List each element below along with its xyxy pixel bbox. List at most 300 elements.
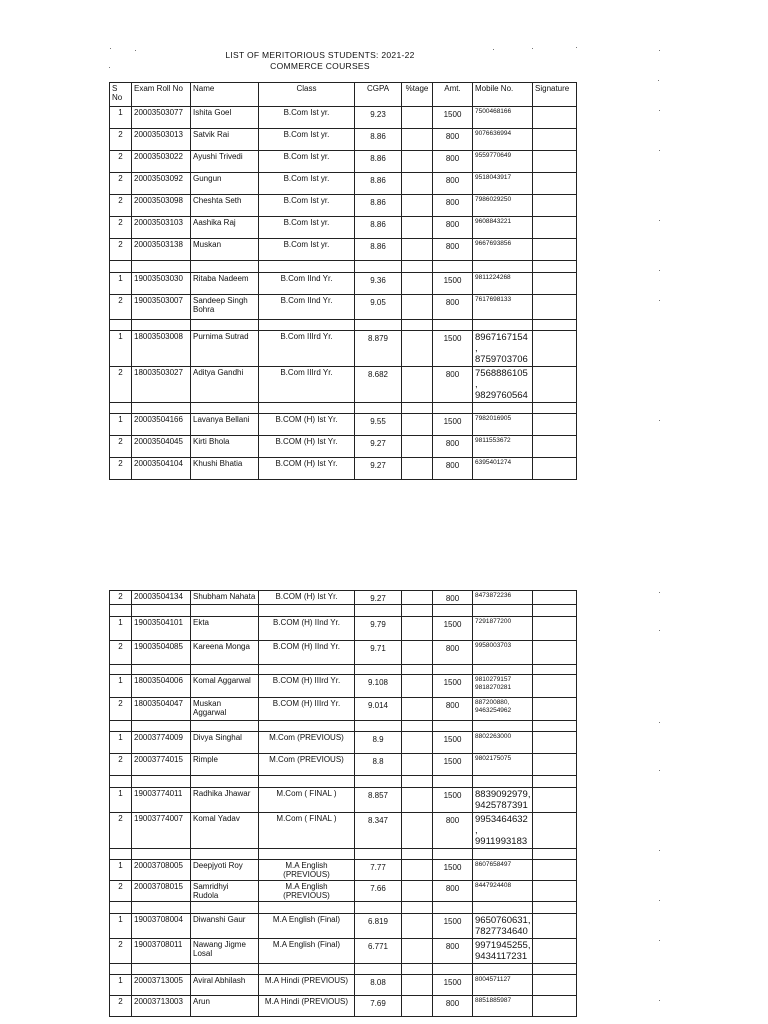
cgpa-cell: 8.86 bbox=[355, 195, 402, 217]
class-cell: M.A English (Final) bbox=[259, 939, 355, 964]
column-header: CGPA bbox=[355, 83, 402, 107]
amount-cell: 800 bbox=[433, 813, 473, 849]
amount-cell: 1500 bbox=[433, 273, 473, 295]
serial-number-cell: 1 bbox=[110, 788, 132, 813]
empty-cell bbox=[355, 665, 402, 675]
class-cell: B.COM (H) IInd Yr. bbox=[259, 641, 355, 665]
empty-cell bbox=[402, 964, 433, 975]
empty-cell bbox=[355, 721, 402, 732]
empty-cell bbox=[110, 665, 132, 675]
blank-separator-row bbox=[110, 605, 577, 617]
exam-roll-cell: 20003503077 bbox=[132, 107, 191, 129]
class-cell: B.Com Ist yr. bbox=[259, 107, 355, 129]
signature-cell bbox=[533, 813, 577, 849]
table-row bbox=[110, 107, 577, 129]
class-cell: M.A English (Final) bbox=[259, 914, 355, 939]
cgpa-cell: 7.77 bbox=[355, 860, 402, 881]
amount-cell: 800 bbox=[433, 698, 473, 721]
cgpa-cell: 8.86 bbox=[355, 173, 402, 195]
empty-cell bbox=[533, 665, 577, 675]
class-cell: B.Com IIIrd Yr. bbox=[259, 331, 355, 367]
class-cell: B.Com Ist yr. bbox=[259, 239, 355, 261]
class-cell: B.Com Ist yr. bbox=[259, 173, 355, 195]
exam-roll-cell: 19003774007 bbox=[132, 813, 191, 849]
amount-cell: 1500 bbox=[433, 331, 473, 367]
serial-number-cell: 2 bbox=[110, 367, 132, 403]
exam-roll-cell: 19003504101 bbox=[132, 617, 191, 641]
serial-number-cell: 2 bbox=[110, 591, 132, 605]
empty-cell bbox=[402, 261, 433, 273]
table-row bbox=[110, 239, 577, 261]
amount-cell: 800 bbox=[433, 641, 473, 665]
empty-cell bbox=[433, 776, 473, 788]
column-header: Class bbox=[259, 83, 355, 107]
table-row bbox=[110, 295, 577, 320]
serial-number-cell: 2 bbox=[110, 239, 132, 261]
serial-number-cell: 2 bbox=[110, 754, 132, 776]
cgpa-cell: 9.79 bbox=[355, 617, 402, 641]
empty-cell bbox=[259, 964, 355, 975]
signature-cell bbox=[533, 458, 577, 480]
amount-cell: 800 bbox=[433, 591, 473, 605]
mobile-number-cell: 7291877200 bbox=[473, 617, 533, 641]
empty-cell bbox=[533, 721, 577, 732]
empty-cell bbox=[355, 605, 402, 617]
empty-cell bbox=[533, 776, 577, 788]
class-cell: M.Com (PREVIOUS) bbox=[259, 754, 355, 776]
student-name-cell: Cheshta Seth bbox=[191, 195, 259, 217]
exam-roll-cell: 20003504104 bbox=[132, 458, 191, 480]
exam-roll-cell: 19003774011 bbox=[132, 788, 191, 813]
column-header: Mobile No. bbox=[473, 83, 533, 107]
exam-roll-cell: 20003503098 bbox=[132, 195, 191, 217]
cgpa-cell: 8.86 bbox=[355, 239, 402, 261]
empty-cell bbox=[110, 902, 132, 914]
cgpa-cell: 7.66 bbox=[355, 881, 402, 902]
empty-cell bbox=[433, 605, 473, 617]
empty-cell bbox=[259, 721, 355, 732]
amount-cell: 800 bbox=[433, 195, 473, 217]
percentage-cell bbox=[402, 939, 433, 964]
empty-cell bbox=[355, 776, 402, 788]
amount-cell: 800 bbox=[433, 217, 473, 239]
empty-cell bbox=[132, 902, 191, 914]
mobile-number-cell: 9958003703 bbox=[473, 641, 533, 665]
exam-roll-cell: 20003503138 bbox=[132, 239, 191, 261]
signature-cell bbox=[533, 436, 577, 458]
signature-cell bbox=[533, 754, 577, 776]
empty-cell bbox=[402, 403, 433, 414]
empty-cell bbox=[132, 320, 191, 331]
scan-speck bbox=[659, 270, 660, 271]
amount-cell: 800 bbox=[433, 151, 473, 173]
student-name-cell: Aviral Abhilash bbox=[191, 975, 259, 996]
blank-separator-row bbox=[110, 320, 577, 331]
amount-cell: 1500 bbox=[433, 788, 473, 813]
class-cell: M.A Hindi (PREVIOUS) bbox=[259, 996, 355, 1017]
amount-cell: 1500 bbox=[433, 914, 473, 939]
column-header: Name bbox=[191, 83, 259, 107]
table-row bbox=[110, 273, 577, 295]
table-row bbox=[110, 675, 577, 698]
empty-cell bbox=[473, 964, 533, 975]
empty-cell bbox=[433, 403, 473, 414]
percentage-cell bbox=[402, 860, 433, 881]
table-row bbox=[110, 331, 577, 367]
scan-speck bbox=[659, 220, 660, 221]
empty-cell bbox=[191, 964, 259, 975]
amount-cell: 800 bbox=[433, 458, 473, 480]
mobile-number-cell: 8473872236 bbox=[473, 591, 533, 605]
percentage-cell bbox=[402, 173, 433, 195]
serial-number-cell: 2 bbox=[110, 129, 132, 151]
student-name-cell: Aditya Gandhi bbox=[191, 367, 259, 403]
scan-speck bbox=[659, 150, 660, 151]
student-name-cell: Khushi Bhatia bbox=[191, 458, 259, 480]
cgpa-cell: 9.23 bbox=[355, 107, 402, 129]
class-cell: M.A Hindi (PREVIOUS) bbox=[259, 975, 355, 996]
amount-cell: 800 bbox=[433, 239, 473, 261]
empty-cell bbox=[433, 665, 473, 675]
serial-number-cell: 1 bbox=[110, 675, 132, 698]
student-name-cell: Ekta bbox=[191, 617, 259, 641]
percentage-cell bbox=[402, 107, 433, 129]
table-row bbox=[110, 458, 577, 480]
class-cell: M.A English (PREVIOUS) bbox=[259, 881, 355, 902]
percentage-cell bbox=[402, 217, 433, 239]
signature-cell bbox=[533, 788, 577, 813]
cgpa-cell: 6.819 bbox=[355, 914, 402, 939]
table-row bbox=[110, 591, 577, 605]
mobile-number-cell: 9559770649 bbox=[473, 151, 533, 173]
serial-number-cell: 1 bbox=[110, 107, 132, 129]
amount-cell: 1500 bbox=[433, 617, 473, 641]
exam-roll-cell: 20003774009 bbox=[132, 732, 191, 754]
mobile-number-cell: 9802175075 bbox=[473, 754, 533, 776]
empty-cell bbox=[259, 605, 355, 617]
exam-roll-cell: 20003774015 bbox=[132, 754, 191, 776]
column-header: Exam Roll No bbox=[132, 83, 191, 107]
empty-cell bbox=[259, 261, 355, 273]
signature-cell bbox=[533, 881, 577, 902]
percentage-cell bbox=[402, 975, 433, 996]
percentage-cell bbox=[402, 788, 433, 813]
signature-cell bbox=[533, 129, 577, 151]
table-row bbox=[110, 860, 577, 881]
empty-cell bbox=[132, 964, 191, 975]
scan-speck bbox=[576, 47, 577, 48]
column-header: %tage bbox=[402, 83, 433, 107]
student-name-cell: Diwanshi Gaur bbox=[191, 914, 259, 939]
column-header: S No bbox=[110, 83, 132, 107]
empty-cell bbox=[433, 902, 473, 914]
empty-cell bbox=[533, 964, 577, 975]
empty-cell bbox=[473, 403, 533, 414]
empty-cell bbox=[191, 320, 259, 331]
student-name-cell: Samridhyi Rudola bbox=[191, 881, 259, 902]
blank-separator-row bbox=[110, 403, 577, 414]
cgpa-cell: 8.86 bbox=[355, 217, 402, 239]
signature-cell bbox=[533, 914, 577, 939]
student-name-cell: Nawang Jigme Losal bbox=[191, 939, 259, 964]
amount-cell: 800 bbox=[433, 129, 473, 151]
exam-roll-cell: 18003503008 bbox=[132, 331, 191, 367]
cgpa-cell: 8.8 bbox=[355, 754, 402, 776]
exam-roll-cell: 20003713005 bbox=[132, 975, 191, 996]
table-row bbox=[110, 754, 577, 776]
amount-cell: 800 bbox=[433, 295, 473, 320]
table-row bbox=[110, 914, 577, 939]
mobile-number-cell: 8607658497 bbox=[473, 860, 533, 881]
mobile-number-cell: 9518043917 bbox=[473, 173, 533, 195]
class-cell: M.Com ( FINAL ) bbox=[259, 813, 355, 849]
table-row bbox=[110, 698, 577, 721]
class-cell: B.COM (H) IInd Yr. bbox=[259, 617, 355, 641]
page-subtitle: COMMERCE COURSES bbox=[270, 61, 370, 71]
class-cell: B.Com IIIrd Yr. bbox=[259, 367, 355, 403]
serial-number-cell: 2 bbox=[110, 698, 132, 721]
exam-roll-cell: 19003503007 bbox=[132, 295, 191, 320]
student-name-cell: Kareena Monga bbox=[191, 641, 259, 665]
table-row bbox=[110, 813, 577, 849]
empty-cell bbox=[533, 605, 577, 617]
signature-cell bbox=[533, 173, 577, 195]
empty-cell bbox=[191, 261, 259, 273]
signature-cell bbox=[533, 975, 577, 996]
signature-cell bbox=[533, 217, 577, 239]
student-name-cell: Deepjyoti Roy bbox=[191, 860, 259, 881]
empty-cell bbox=[473, 320, 533, 331]
cgpa-cell: 9.27 bbox=[355, 458, 402, 480]
mobile-number-cell: 9811553672 bbox=[473, 436, 533, 458]
percentage-cell bbox=[402, 698, 433, 721]
table-row bbox=[110, 173, 577, 195]
scan-speck bbox=[659, 630, 660, 631]
mobile-number-cell: 9076636994 bbox=[473, 129, 533, 151]
serial-number-cell: 2 bbox=[110, 295, 132, 320]
table-row bbox=[110, 436, 577, 458]
serial-number-cell: 2 bbox=[110, 813, 132, 849]
amount-cell: 800 bbox=[433, 939, 473, 964]
cgpa-cell: 8.879 bbox=[355, 331, 402, 367]
amount-cell: 800 bbox=[433, 367, 473, 403]
percentage-cell bbox=[402, 458, 433, 480]
class-cell: B.COM (H) Ist Yr. bbox=[259, 436, 355, 458]
amount-cell: 1500 bbox=[433, 975, 473, 996]
exam-roll-cell: 20003504045 bbox=[132, 436, 191, 458]
class-cell: B.COM (H) Ist Yr. bbox=[259, 591, 355, 605]
empty-cell bbox=[132, 776, 191, 788]
empty-cell bbox=[433, 849, 473, 860]
percentage-cell bbox=[402, 675, 433, 698]
empty-cell bbox=[433, 721, 473, 732]
student-name-cell: Komal Aggarwal bbox=[191, 675, 259, 698]
scan-speck bbox=[658, 80, 659, 81]
signature-cell bbox=[533, 367, 577, 403]
exam-roll-cell: 18003504006 bbox=[132, 675, 191, 698]
empty-cell bbox=[473, 665, 533, 675]
class-cell: B.COM (H) Ist Yr. bbox=[259, 458, 355, 480]
serial-number-cell: 1 bbox=[110, 331, 132, 367]
empty-cell bbox=[191, 665, 259, 675]
signature-cell bbox=[533, 698, 577, 721]
cgpa-cell: 9.108 bbox=[355, 675, 402, 698]
empty-cell bbox=[473, 902, 533, 914]
mobile-number-cell: 6395401274 bbox=[473, 458, 533, 480]
signature-cell bbox=[533, 860, 577, 881]
table-row bbox=[110, 617, 577, 641]
cgpa-cell: 9.05 bbox=[355, 295, 402, 320]
table-row bbox=[110, 195, 577, 217]
serial-number-cell: 2 bbox=[110, 436, 132, 458]
exam-roll-cell: 20003503022 bbox=[132, 151, 191, 173]
empty-cell bbox=[132, 605, 191, 617]
serial-number-cell: 2 bbox=[110, 195, 132, 217]
blank-separator-row bbox=[110, 964, 577, 975]
column-header: Signature bbox=[533, 83, 577, 107]
percentage-cell bbox=[402, 331, 433, 367]
mobile-number-cell: 8839092979, 9425787391 bbox=[473, 788, 533, 813]
empty-cell bbox=[355, 849, 402, 860]
amount-cell: 800 bbox=[433, 996, 473, 1017]
student-name-cell: Shubham Nahata bbox=[191, 591, 259, 605]
blank-separator-row bbox=[110, 849, 577, 860]
student-name-cell: Ishita Goel bbox=[191, 107, 259, 129]
student-name-cell: Aashika Raj bbox=[191, 217, 259, 239]
class-cell: B.Com Ist yr. bbox=[259, 129, 355, 151]
table-row bbox=[110, 975, 577, 996]
empty-cell bbox=[132, 403, 191, 414]
exam-roll-cell: 18003503027 bbox=[132, 367, 191, 403]
class-cell: M.A English (PREVIOUS) bbox=[259, 860, 355, 881]
mobile-number-cell: 7617698133 bbox=[473, 295, 533, 320]
mobile-number-cell: 7500468166 bbox=[473, 107, 533, 129]
class-cell: M.Com (PREVIOUS) bbox=[259, 732, 355, 754]
exam-roll-cell: 20003708005 bbox=[132, 860, 191, 881]
empty-cell bbox=[110, 403, 132, 414]
serial-number-cell: 2 bbox=[110, 458, 132, 480]
blank-separator-row bbox=[110, 902, 577, 914]
percentage-cell bbox=[402, 295, 433, 320]
percentage-cell bbox=[402, 996, 433, 1017]
amount-cell: 800 bbox=[433, 173, 473, 195]
serial-number-cell: 1 bbox=[110, 414, 132, 436]
percentage-cell bbox=[402, 414, 433, 436]
scan-speck bbox=[659, 722, 660, 723]
percentage-cell bbox=[402, 732, 433, 754]
empty-cell bbox=[259, 849, 355, 860]
signature-cell bbox=[533, 239, 577, 261]
empty-cell bbox=[355, 902, 402, 914]
class-cell: B.COM (H) IIIrd Yr. bbox=[259, 698, 355, 721]
amount-cell: 1500 bbox=[433, 732, 473, 754]
table-row bbox=[110, 367, 577, 403]
blank-separator-row bbox=[110, 776, 577, 788]
serial-number-cell: 1 bbox=[110, 273, 132, 295]
cgpa-cell: 8.86 bbox=[355, 129, 402, 151]
exam-roll-cell: 20003503103 bbox=[132, 217, 191, 239]
cgpa-cell: 9.27 bbox=[355, 591, 402, 605]
empty-cell bbox=[259, 665, 355, 675]
mobile-number-cell: 7986029250 bbox=[473, 195, 533, 217]
meritorious-students-table-page1 bbox=[109, 82, 577, 480]
signature-cell bbox=[533, 591, 577, 605]
percentage-cell bbox=[402, 591, 433, 605]
empty-cell bbox=[533, 849, 577, 860]
signature-cell bbox=[533, 617, 577, 641]
percentage-cell bbox=[402, 436, 433, 458]
scan-speck bbox=[659, 850, 660, 851]
serial-number-cell: 2 bbox=[110, 641, 132, 665]
student-name-cell: Rimple bbox=[191, 754, 259, 776]
scan-speck bbox=[493, 49, 494, 50]
meritorious-students-table-page2 bbox=[109, 590, 577, 1017]
empty-cell bbox=[402, 665, 433, 675]
empty-cell bbox=[533, 403, 577, 414]
empty-cell bbox=[110, 849, 132, 860]
percentage-cell bbox=[402, 129, 433, 151]
cgpa-cell: 7.69 bbox=[355, 996, 402, 1017]
serial-number-cell: 2 bbox=[110, 173, 132, 195]
cgpa-cell: 9.71 bbox=[355, 641, 402, 665]
empty-cell bbox=[402, 605, 433, 617]
student-name-cell: Ayushi Trivedi bbox=[191, 151, 259, 173]
percentage-cell bbox=[402, 273, 433, 295]
empty-cell bbox=[259, 776, 355, 788]
empty-cell bbox=[433, 261, 473, 273]
empty-cell bbox=[191, 403, 259, 414]
scan-speck bbox=[135, 50, 136, 51]
percentage-cell bbox=[402, 641, 433, 665]
empty-cell bbox=[355, 964, 402, 975]
empty-cell bbox=[132, 721, 191, 732]
scan-speck bbox=[110, 48, 111, 49]
cgpa-cell: 8.9 bbox=[355, 732, 402, 754]
class-cell: B.Com Ist yr. bbox=[259, 195, 355, 217]
empty-cell bbox=[259, 320, 355, 331]
empty-cell bbox=[473, 721, 533, 732]
mobile-number-cell: 8004571127 bbox=[473, 975, 533, 996]
empty-cell bbox=[473, 776, 533, 788]
mobile-number-cell: 9953464632 , 9911993183 bbox=[473, 813, 533, 849]
empty-cell bbox=[433, 964, 473, 975]
mobile-number-cell: 8851885987 bbox=[473, 996, 533, 1017]
exam-roll-cell: 19003708004 bbox=[132, 914, 191, 939]
mobile-number-cell: 7982016905 bbox=[473, 414, 533, 436]
table-row bbox=[110, 217, 577, 239]
exam-roll-cell: 19003504085 bbox=[132, 641, 191, 665]
empty-cell bbox=[132, 665, 191, 675]
mobile-number-cell: 8802263000 bbox=[473, 732, 533, 754]
signature-cell bbox=[533, 414, 577, 436]
class-cell: B.Com Ist yr. bbox=[259, 151, 355, 173]
class-cell: B.COM (H) IIIrd Yr. bbox=[259, 675, 355, 698]
serial-number-cell: 1 bbox=[110, 914, 132, 939]
scan-speck bbox=[532, 48, 533, 49]
empty-cell bbox=[402, 776, 433, 788]
student-name-cell: Satvik Rai bbox=[191, 129, 259, 151]
mobile-number-cell: 9608843221 bbox=[473, 217, 533, 239]
cgpa-cell: 9.55 bbox=[355, 414, 402, 436]
empty-cell bbox=[402, 849, 433, 860]
scan-speck bbox=[659, 770, 660, 771]
table-row bbox=[110, 641, 577, 665]
empty-cell bbox=[533, 261, 577, 273]
empty-cell bbox=[132, 261, 191, 273]
serial-number-cell: 2 bbox=[110, 996, 132, 1017]
serial-number-cell: 1 bbox=[110, 732, 132, 754]
cgpa-cell: 9.014 bbox=[355, 698, 402, 721]
